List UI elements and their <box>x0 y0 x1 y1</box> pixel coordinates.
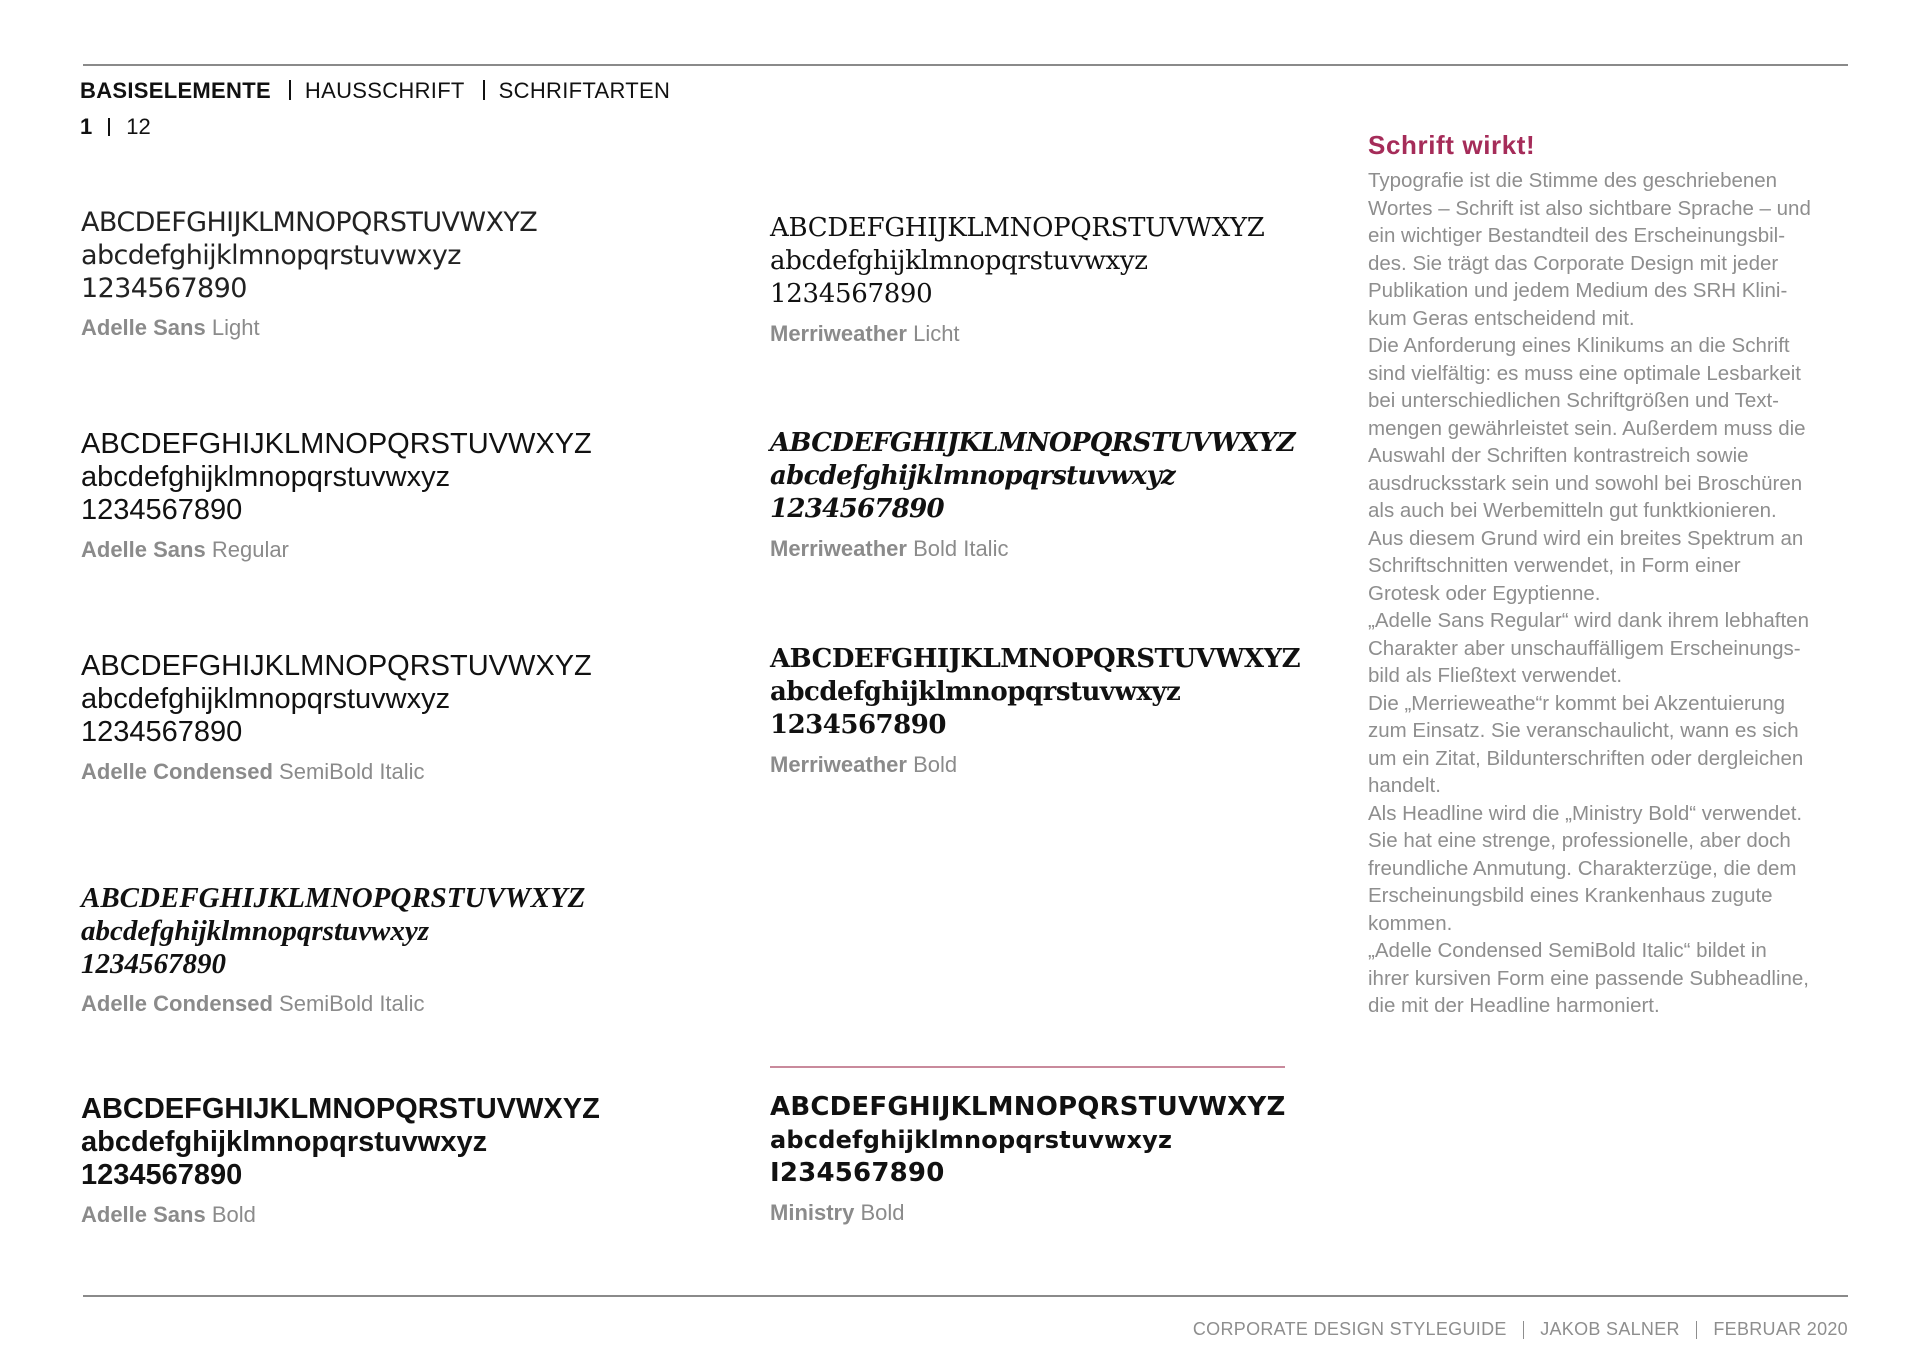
font-style-name: Licht <box>913 321 960 346</box>
sample-digits: I234567890 <box>770 1158 945 1188</box>
sample-lowercase: abcdefghijklmnopqrstuvwxyz <box>770 1126 1173 1154</box>
sample-lowercase: abcdefghijklmnopqrstuvwxyz <box>770 461 1176 491</box>
font-label <box>770 321 1265 347</box>
sample-lowercase: abcdefghijklmnopqrstuvwxyz <box>81 683 451 715</box>
font-sample-adelle-sans-light <box>81 206 537 341</box>
sample-uppercase: ABCDEFGHIJKLMNOPQRSTUVWXYZ <box>770 428 1295 458</box>
footer-author: JAKOB SALNER <box>1540 1319 1680 1339</box>
sample-lowercase: abcdefghijklmnopqrstuvwxyz <box>81 1126 488 1158</box>
sidebar-body: Typografie ist die Stimme des geschriebenen Wortes – Schrift ist also sichtbare Sprache – und ein wichtiger Bestandteil des Erscheinungsbil- des. Sie trägt das Corporate Design mit jeder Publikation und jedem Medium des SRH Klini- kum Geras entscheidend mit. Die Anforderung eines Klinikums an die Schrift sind vielfältig: es muss eine optimale Lesbarkeit bei unterschiedlichen Schriftgrößen und Text- mengen gewährleistet sein. Außerdem muss die Auswahl der Schriften kontrastreich sowie ausdrucksstark sein und sowohl bei Broschüren als auch bei Werbemitteln gut funktkionieren. Aus diesem Grund wird ein breites Spektrum an Schriftschnitten verwendet, in Form einer Grotesk oder Egyptienne. „Adelle Sans Regular“ wird dank ihrem lebhaften Charakter aber unschauffälligem Erscheinungs- bild als Fließtext verwendet. Die „Merrieweathe“r kommt bei Akzentuierung zum Einsatz. Sie veranschaulicht, wann es sich um ein Zitat, Bildunterschriften oder dergleichen handelt. Als Headline wird die „Ministry Bold“ verwendet. Sie hat eine strenge, professionelle, aber doch freundliche Anmutung. Charakterzüge, die dem Erscheinungsbild eines Krankenhaus zugute kommen. „Adelle Condensed SemiBold Italic“ bildet in ihrer kursiven Form eine passende Subheadline, die mit der Headline harmoniert. <box>1368 169 1811 1017</box>
font-sample-merriweather-bold <box>770 643 1300 778</box>
font-style-name: Bold Italic <box>913 536 1009 561</box>
sample-uppercase: ABCDEFGHIJKLMNOPQRSTUVWXYZ <box>770 644 1301 674</box>
sidebar-title: Schrift wirkt! <box>1368 130 1536 160</box>
font-family-name: Merriweather <box>770 752 907 777</box>
accent-divider <box>770 1066 1285 1068</box>
font-style-name: Bold <box>860 1200 905 1225</box>
footer-document-title: CORPORATE DESIGN STYLEGUIDE <box>1192 1319 1507 1339</box>
font-sample-adelle-sans-regular <box>81 428 592 563</box>
sample-uppercase: ABCDEFGHIJKLMNOPQRSTUVWXYZ <box>770 1092 1286 1122</box>
sample-digits: 1234567890 <box>81 494 243 526</box>
sample-digits: 1234567890 <box>770 710 946 740</box>
font-family-name: Merriweather <box>770 321 907 346</box>
font-label <box>770 1200 1286 1226</box>
bottom-rule <box>83 1295 1848 1297</box>
sample-uppercase: ABCDEFGHIJKLMNOPQRSTUVWXYZ <box>81 650 592 682</box>
page-divider <box>108 118 110 136</box>
breadcrumb-divider <box>483 80 485 100</box>
sample-lowercase: abcdefghijklmnopqrstuvwxyz <box>770 677 1181 707</box>
font-label <box>81 1202 600 1228</box>
top-rule <box>83 64 1848 66</box>
sample-digits: 1234567890 <box>81 273 247 304</box>
font-family-name: Adelle Sans <box>81 315 206 340</box>
sample-lowercase: abcdefghijklmnopqrstuvwxyz <box>81 240 461 271</box>
font-style-name: SemiBold Italic <box>279 759 425 784</box>
font-family-name: Adelle Condensed <box>81 759 273 784</box>
sample-uppercase: ABCDEFGHIJKLMNOPQRSTUVWXYZ <box>770 213 1265 243</box>
font-label <box>81 537 592 563</box>
font-family-name: Ministry <box>770 1200 855 1225</box>
font-label <box>81 759 592 785</box>
total-pages: 12 <box>126 114 151 139</box>
font-sample-adelle-condensed-semibold-italic <box>81 882 585 1017</box>
breadcrumb-section: BASISELEMENTE <box>80 78 271 103</box>
font-sample-ministry-bold <box>770 1091 1286 1226</box>
font-sample-merriweather-light <box>770 212 1265 347</box>
footer-date: FEBRUAR 2020 <box>1713 1319 1848 1339</box>
sample-lowercase: abcdefghijklmnopqrstuvwxyz <box>770 246 1148 276</box>
breadcrumb-topic: SCHRIFTARTEN <box>498 78 671 103</box>
font-sample-adelle-sans-bold <box>81 1093 600 1228</box>
sample-digits: 1234567890 <box>81 716 243 748</box>
footer <box>1193 1319 1848 1340</box>
sample-digits: 1234567890 <box>81 1159 243 1191</box>
font-label <box>770 536 1295 562</box>
sample-uppercase: ABCDEFGHIJKLMNOPQRSTUVWXYZ <box>81 1093 600 1125</box>
sample-digits: 1234567890 <box>770 494 944 524</box>
page-indicator <box>80 114 151 140</box>
font-style-name: Regular <box>211 537 289 562</box>
footer-divider <box>1696 1321 1698 1339</box>
font-style-name: SemiBold Italic <box>279 991 425 1016</box>
font-sample-merriweather-bold-italic <box>770 427 1295 562</box>
font-label <box>81 315 537 341</box>
sample-digits: 1234567890 <box>81 948 226 980</box>
font-sample-adelle-condensed <box>81 650 592 785</box>
font-family-name: Merriweather <box>770 536 907 561</box>
sample-lowercase: abcdefghijklmnopqrstuvwxyz <box>81 915 430 947</box>
font-family-name: Adelle Sans <box>81 1202 206 1227</box>
font-family-name: Adelle Sans <box>81 537 206 562</box>
breadcrumb-divider <box>289 80 291 100</box>
breadcrumb <box>80 78 670 104</box>
font-label <box>81 991 585 1017</box>
sample-uppercase: ABCDEFGHIJKLMNOPQRSTUVWXYZ <box>81 882 586 914</box>
font-style-name: Light <box>211 315 260 340</box>
font-label <box>770 752 1300 778</box>
breadcrumb-subsection: HAUSSCHRIFT <box>304 78 465 103</box>
sample-digits: 1234567890 <box>770 279 933 309</box>
typography-description <box>1368 130 1858 1020</box>
footer-divider <box>1523 1321 1525 1339</box>
font-style-name: Bold <box>913 752 958 777</box>
sample-uppercase: ABCDEFGHIJKLMNOPQRSTUVWXYZ <box>81 428 592 460</box>
sample-lowercase: abcdefghijklmnopqrstuvwxyz <box>81 461 451 493</box>
font-family-name: Adelle Condensed <box>81 991 273 1016</box>
font-style-name: Bold <box>211 1202 256 1227</box>
sample-uppercase: ABCDEFGHIJKLMNOPQRSTUVWXYZ <box>81 207 538 238</box>
current-page: 1 <box>80 114 93 139</box>
